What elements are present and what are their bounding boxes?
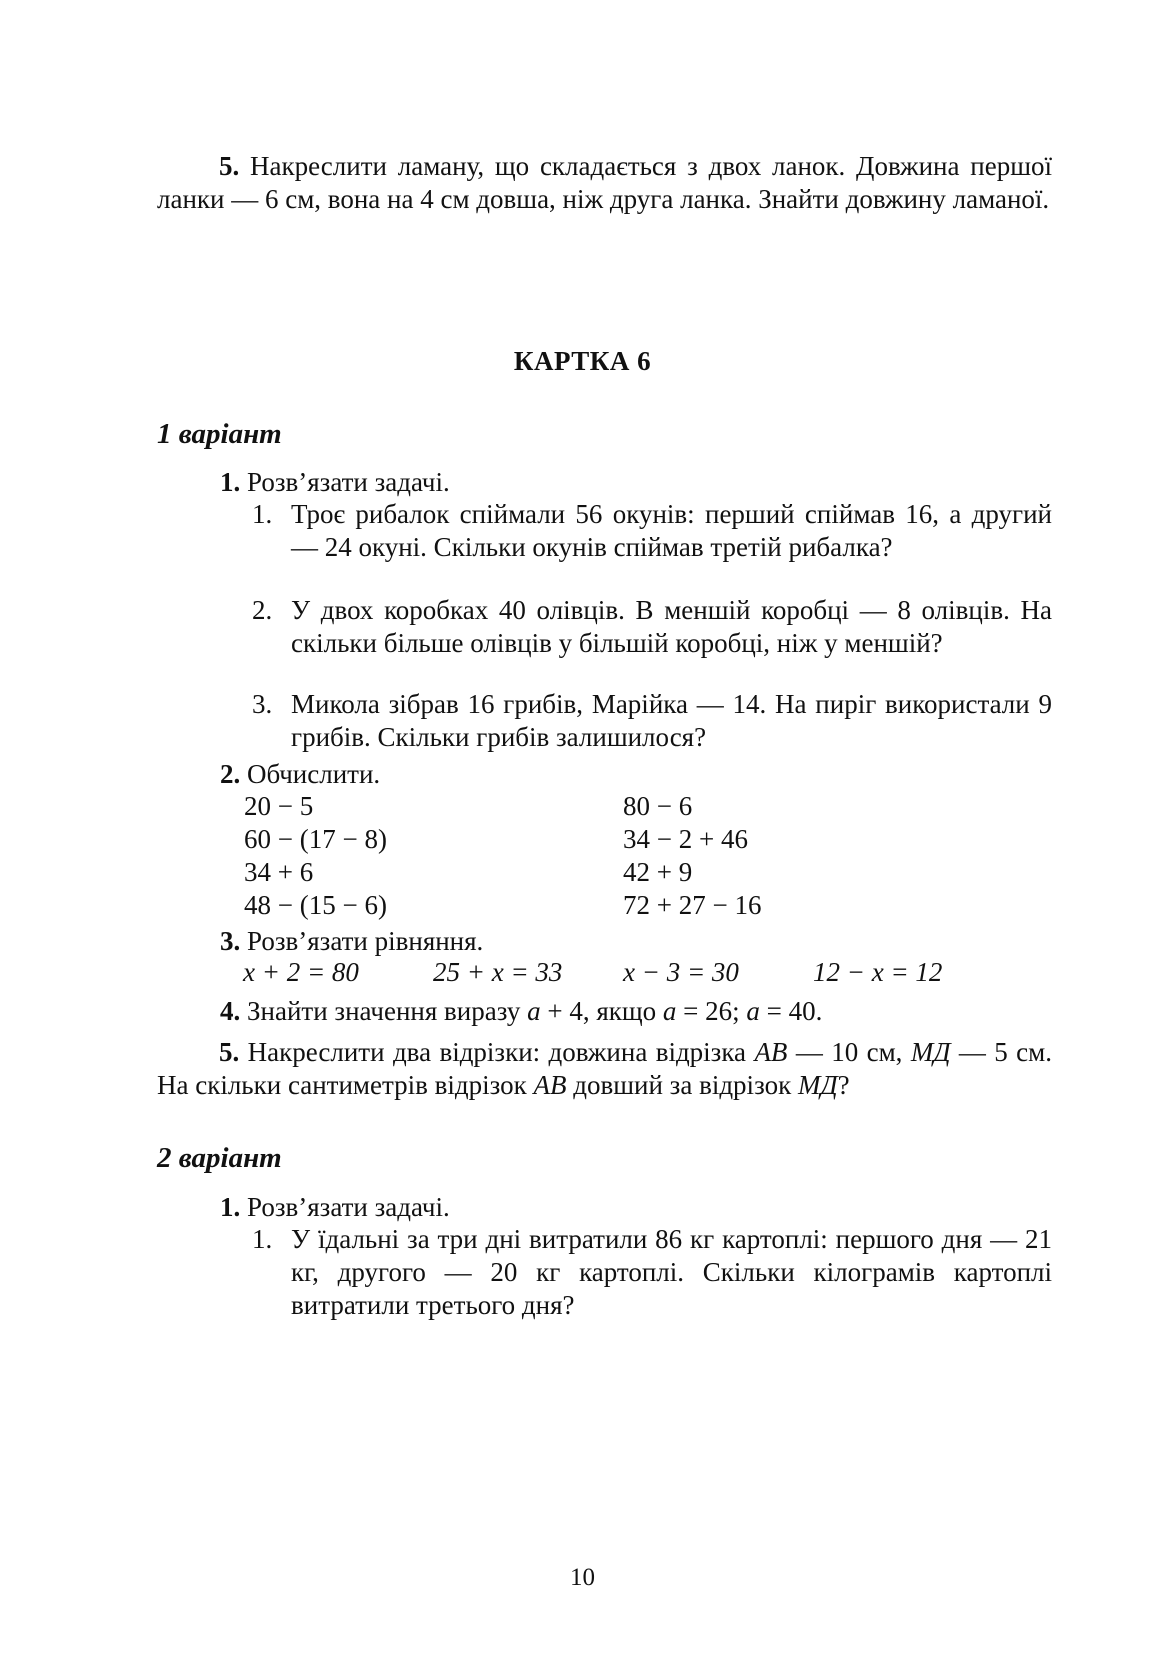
calc-expr: 72 + 27 − 16 xyxy=(623,890,762,920)
equation: 12 − x = 12 xyxy=(813,957,943,987)
v1-item1-text: Троє рибалок спіймали 56 окунів: перший спіймав 16, а другий — 24 окуні. Скільки окунів спіймав третій рибалка? xyxy=(291,499,1052,562)
v1-equations xyxy=(243,956,1043,989)
v2-task1-head xyxy=(220,1191,450,1224)
v1-task4-pre: Знайти значення виразу xyxy=(247,996,528,1026)
calc-expr: 34 + 6 xyxy=(244,857,314,887)
v1-item2-num: 2. xyxy=(252,595,273,625)
v1-task5-p5: ? xyxy=(837,1070,850,1100)
segment-label: AB xyxy=(533,1070,567,1100)
card-title: КАРТКА 6 xyxy=(513,346,652,376)
variant1-title: 1 варіант xyxy=(157,418,282,450)
v1-task1-text: Розв’язати задачі. xyxy=(247,467,450,497)
v1-task1-item-2 xyxy=(252,594,1052,660)
variant2-title: 2 варіант xyxy=(157,1142,282,1174)
v1-item3-text: Микола зібрав 16 грибів, Марійка — 14. На пиріг використали 9 грибів. Скільки грибів залишилося? xyxy=(291,689,1052,752)
v1-task1-item-3 xyxy=(252,688,1052,754)
v2-task1-num: 1. xyxy=(220,1192,241,1222)
v1-task4-num: 4. xyxy=(220,996,241,1026)
var: a xyxy=(527,996,541,1026)
equation: x − 3 = 30 xyxy=(623,957,739,987)
top-task xyxy=(157,150,1052,216)
top-task-num: 5. xyxy=(219,151,240,181)
v1-task5-p2: — 10 см, xyxy=(787,1037,911,1067)
v1-task3-num: 3. xyxy=(220,926,241,956)
v1-item2-text: У двох коробках 40 олівців. В меншій коробці — 8 олівців. На скільки більше олівців у більшій коробці, ніж у меншій? xyxy=(291,595,1052,658)
v1-task4-cond2: = 40. xyxy=(759,996,823,1026)
v1-task2-num: 2. xyxy=(220,759,241,789)
v1-item3-num: 3. xyxy=(252,689,273,719)
v1-calc-right xyxy=(623,790,761,922)
v1-task5-num: 5. xyxy=(219,1037,240,1067)
v2-item1-text: У їдальні за три дні витратили 86 кг картоплі: першого дня — 21 кг, другого — 20 кг картоплі. Скільки кілограмів картоплі витратили третього дня? xyxy=(291,1224,1052,1320)
v2-task1-text: Розв’язати задачі. xyxy=(247,1192,450,1222)
calc-expr: 20 − 5 xyxy=(244,791,314,821)
v2-task1-item-1 xyxy=(252,1223,1052,1322)
segment-label: МД xyxy=(910,1037,951,1067)
v1-task1-num: 1. xyxy=(220,467,241,497)
v1-task3-head xyxy=(220,925,483,958)
v1-task2-head xyxy=(220,758,380,791)
v1-task5-p3: — 5 см. На скільки сантиметрів відрізок xyxy=(157,1037,1052,1100)
calc-expr: 80 − 6 xyxy=(623,791,693,821)
v2-item1-num: 1. xyxy=(252,1224,273,1254)
v1-item1-num: 1. xyxy=(252,499,273,529)
segment-label: AB xyxy=(754,1037,788,1067)
calc-expr: 60 − (17 − 8) xyxy=(244,824,387,854)
calc-expr: 42 + 9 xyxy=(623,857,693,887)
v1-task1-head xyxy=(220,466,450,499)
equation: 25 + x = 33 xyxy=(433,957,563,987)
v1-task3-text: Розв’язати рівняння. xyxy=(247,926,484,956)
calc-expr: 48 − (15 − 6) xyxy=(244,890,387,920)
v1-task2-text: Обчислити. xyxy=(247,759,381,789)
v1-task4-cond1: = 26; xyxy=(676,996,747,1026)
page-number: 10 xyxy=(570,1564,595,1591)
var: a xyxy=(662,996,677,1026)
v1-calc-left xyxy=(244,790,387,922)
v1-task4-rest: + 4, якщо xyxy=(540,996,663,1026)
v1-task5-p4: довший за відрізок xyxy=(566,1070,798,1100)
segment-label: МД xyxy=(797,1070,838,1100)
v1-task5 xyxy=(157,1036,1052,1102)
v1-task5-p1: Накреслити два відрізки: довжина відрізка xyxy=(239,1037,755,1067)
top-task-text: Накреслити ламану, що складається з двох ланок. Довжина першої ланки — 6 см, вона на 4 см довша, ніж друга ланка. Знайти довжину ламаної. xyxy=(157,151,1052,214)
v1-task4 xyxy=(220,995,822,1028)
calc-expr: 34 − 2 + 46 xyxy=(623,824,748,854)
var: a xyxy=(746,996,760,1026)
v1-task1-item-1 xyxy=(252,498,1052,564)
equation: x + 2 = 80 xyxy=(243,957,359,987)
